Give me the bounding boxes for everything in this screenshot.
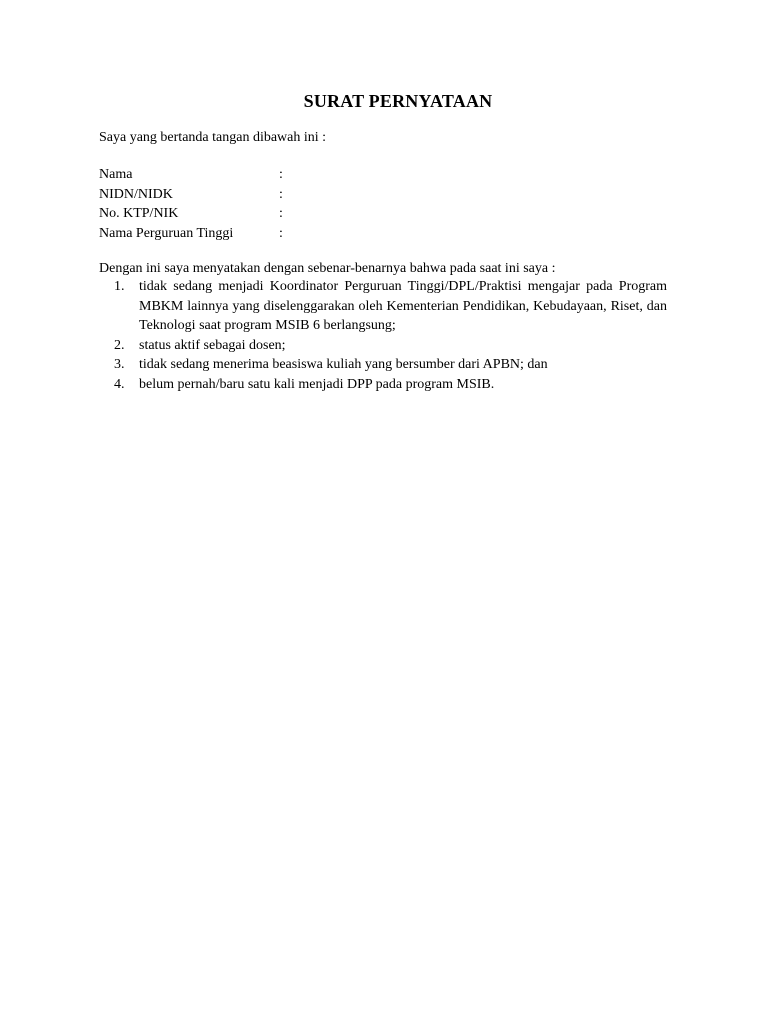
field-label: No. KTP/NIK: [99, 206, 179, 221]
intro-text: Saya yang bertanda tangan dibawah ini :: [99, 130, 327, 145]
list-item: [99, 355, 667, 375]
field-row-perguruan-tinggi: [99, 224, 399, 244]
list-item-text: tidak sedang menerima beasiswa kuliah yang bersumber dari APBN; dan: [139, 357, 548, 372]
field-separator: :: [279, 225, 283, 241]
field-label: Nama: [99, 167, 133, 182]
list-item: [99, 375, 667, 395]
document-title: SURAT PERNYATAAN: [303, 91, 493, 111]
list-item-text: status aktif sebagai dosen;: [139, 337, 286, 353]
field-row-nidn: [99, 185, 399, 205]
list-item: [99, 277, 667, 336]
statement-text: Dengan ini saya menyatakan dengan sebenar-benarnya bahwa pada saat ini saya :: [99, 261, 556, 276]
field-separator: :: [279, 186, 283, 202]
field-row-ktp: [99, 204, 399, 224]
list-item-number: 2.: [114, 337, 125, 353]
list-item-text: belum pernah/baru satu kali menjadi DPP pada program MSIB.: [139, 376, 495, 392]
field-separator: :: [279, 206, 283, 221]
field-label: Nama Perguruan Tinggi: [99, 225, 234, 241]
field-label: NIDN/NIDK: [99, 186, 173, 202]
field-separator: :: [279, 167, 283, 182]
identity-fields: [99, 165, 399, 243]
list-item-text: tidak sedang menjadi Koordinator Perguruan Tinggi/DPL/Praktisi mengajar pada Program MBKM lainnya yang diselenggarakan oleh Kementerian Pendidikan, Kebudayaan, Riset, dan Teknologi saat program MSIB 6 berlangsung;: [139, 279, 667, 333]
list-item-number: 1.: [114, 279, 125, 294]
field-row-nama: [99, 165, 399, 185]
statement-list: [99, 277, 667, 394]
list-item: [99, 336, 667, 356]
list-item-number: 4.: [114, 376, 125, 392]
list-item-number: 3.: [114, 357, 125, 372]
